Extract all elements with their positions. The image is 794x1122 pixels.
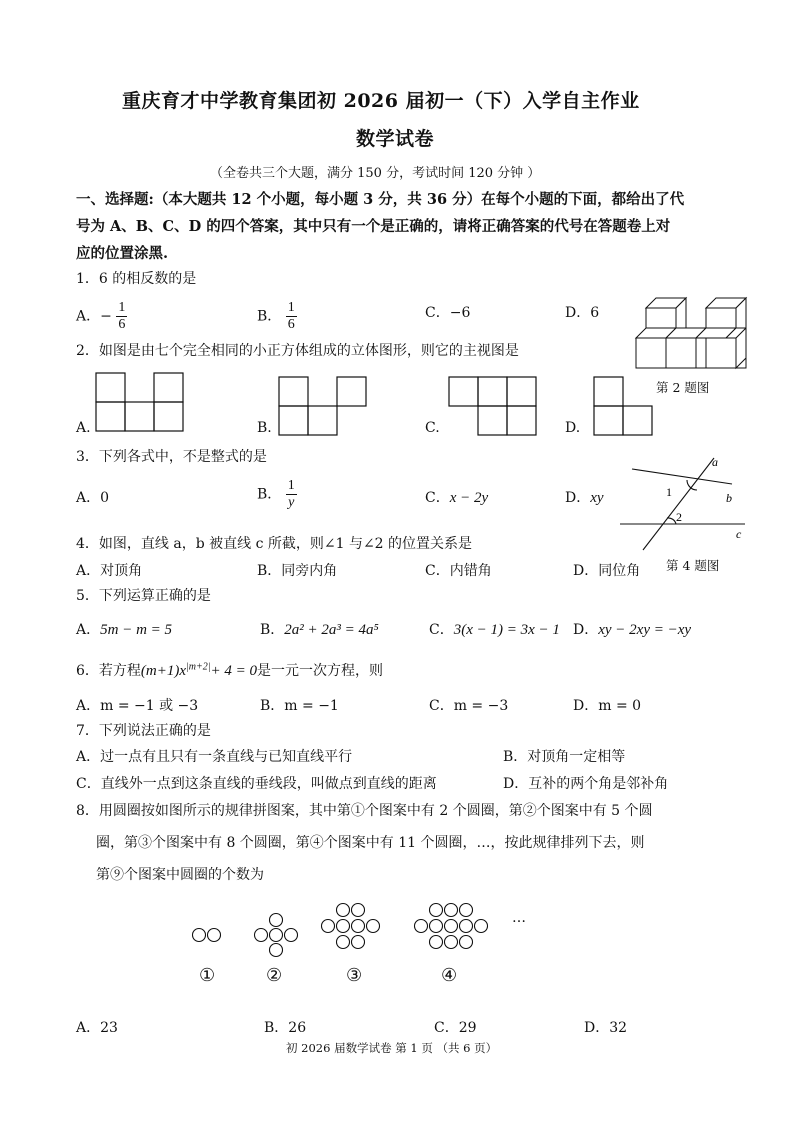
q2-option-a-view xyxy=(96,373,186,435)
q2-option-a-label: A. xyxy=(76,420,91,436)
q6-option-d: D．m = 0 xyxy=(573,698,642,714)
q6-option-a: A．m = −1 或 −3 xyxy=(76,698,199,714)
q2-stem: 2．如图是由七个完全相同的小正方体组成的立体图形，则它的主视图是 xyxy=(76,343,519,359)
q5-option-b: B．2a² + 2a³ = 4a⁵ xyxy=(260,622,379,638)
q7-option-a: A．过一点有且只有一条直线与已知直线平行 xyxy=(76,749,353,765)
q2-option-b-label: B. xyxy=(257,420,272,436)
q5-option-d: D．xy − 2xy = −xy xyxy=(573,622,692,638)
q8-line2: 圈，第③个图案中有 8 个圆圈，第④个图案中有 11 个圆圈，…，按此规律排列下去，则 xyxy=(96,835,645,851)
section1-line1: 一、选择题:（本大题共 12 个小题，每小题 3 分，共 36 分）在每个小题的下面，都给出了代 xyxy=(76,191,685,208)
q8-option-a: A．23 xyxy=(76,1020,118,1036)
q5-option-a: A．5m − m = 5 xyxy=(76,622,173,638)
q4-label-c: c xyxy=(736,527,742,541)
q3-stem: 3．下列各式中，不是整式的是 xyxy=(76,449,267,465)
q4-option-b: B．同旁内角 xyxy=(257,563,338,579)
q6-option-b: B．m = −1 xyxy=(260,698,339,714)
q7-option-c: C．直线外一点到这条直线的垂线段，叫做点到直线的距离 xyxy=(76,776,437,792)
exam-subtitle: 数学试卷 xyxy=(356,128,435,150)
q4-stem: 4．如图，直线 a，b 被直线 c 所截，则∠1 与∠2 的位置关系是 xyxy=(76,536,473,552)
q1-option-b: B． $\frac{1}{6}$ xyxy=(257,300,295,332)
q2-option-d-view xyxy=(594,377,656,437)
q3-option-c: C．x − 2y xyxy=(425,490,489,506)
q3-option-d: D．xy xyxy=(565,490,604,506)
q7-stem: 7．下列说法正确的是 xyxy=(76,723,211,739)
q4-label-2: 2 xyxy=(676,510,682,524)
section1-line3: 应的位置涂黑. xyxy=(76,245,169,262)
q4-label-a: a xyxy=(712,455,718,469)
q8-line1: 8．用圆圈按如图所示的规律拼图案，其中第①个图案中有 2 个圆圈，第②个图案中有 5 个圆 xyxy=(76,803,653,819)
page-footer: 初 2026 届数学试卷 第 1 页 （共 6 页） xyxy=(286,1041,498,1055)
q2-option-c-label: C. xyxy=(425,420,440,436)
exam-note: （全卷共三个大题，满分 150 分，考试时间 120 分钟 ） xyxy=(210,166,541,181)
q8-ellipsis: … xyxy=(512,910,526,926)
q7-option-b: B．对顶角一定相等 xyxy=(503,749,626,765)
q1-stem: 1．6 的相反数的是 xyxy=(76,271,197,287)
q4-option-d: D．同位角 xyxy=(573,563,641,579)
q6-option-c: C．m = −3 xyxy=(429,698,509,714)
q3-option-b: B． $\frac{1}{y}$ xyxy=(257,478,295,510)
q8-pattern-label-4: ④ xyxy=(441,965,458,986)
q8-circle-patterns xyxy=(190,900,550,960)
q2-option-b-view xyxy=(279,377,369,437)
q1-option-d: D．6 xyxy=(565,305,600,321)
q8-pattern-label-1: ① xyxy=(199,965,216,986)
exam-title: 重庆育才中学教育集团初 2026 届初一（下）入学自主作业 xyxy=(122,90,640,112)
q1-option-a: A．− $\frac{1}{6}$ xyxy=(76,300,126,332)
q4-label-1: 1 xyxy=(666,485,672,499)
q3-option-a: A．0 xyxy=(76,490,110,506)
q5-stem: 5．下列运算正确的是 xyxy=(76,588,211,604)
q4-label-b: b xyxy=(726,491,732,505)
section1-line2: 号为 A、B、C、D 的四个答案，其中只有一个是正确的，请将正确答案的代号在答题卷上对 xyxy=(76,218,671,235)
q8-line3: 第⑨个图案中圆圈的个数为 xyxy=(96,867,264,883)
q4-lines-figure xyxy=(620,456,750,556)
q1-option-c: C．−6 xyxy=(425,305,471,321)
q8-option-c: C．29 xyxy=(434,1020,477,1036)
q8-option-d: D．32 xyxy=(584,1020,628,1036)
q2-figure-label: 第 2 题图 xyxy=(656,380,710,395)
q4-figure-label: 第 4 题图 xyxy=(666,558,720,573)
q2-cube-figure xyxy=(636,296,746,371)
q8-pattern-label-2: ② xyxy=(266,965,283,986)
q4-option-c: C．内错角 xyxy=(425,563,492,579)
q2-option-c-view xyxy=(449,377,539,437)
q8-pattern-label-3: ③ xyxy=(346,965,363,986)
q4-option-a: A．对顶角 xyxy=(76,563,143,579)
q7-option-d: D．互补的两个角是邻补角 xyxy=(503,776,669,792)
q5-option-c: C．3(x − 1) = 3x − 1 xyxy=(429,622,560,638)
q6-stem: 6．若方程$(m+1)x^{|m+2|}+ 4 = 0$是一元一次方程，则 xyxy=(76,661,383,679)
q2-option-d-label: D. xyxy=(565,420,581,436)
q8-option-b: B．26 xyxy=(264,1020,307,1036)
